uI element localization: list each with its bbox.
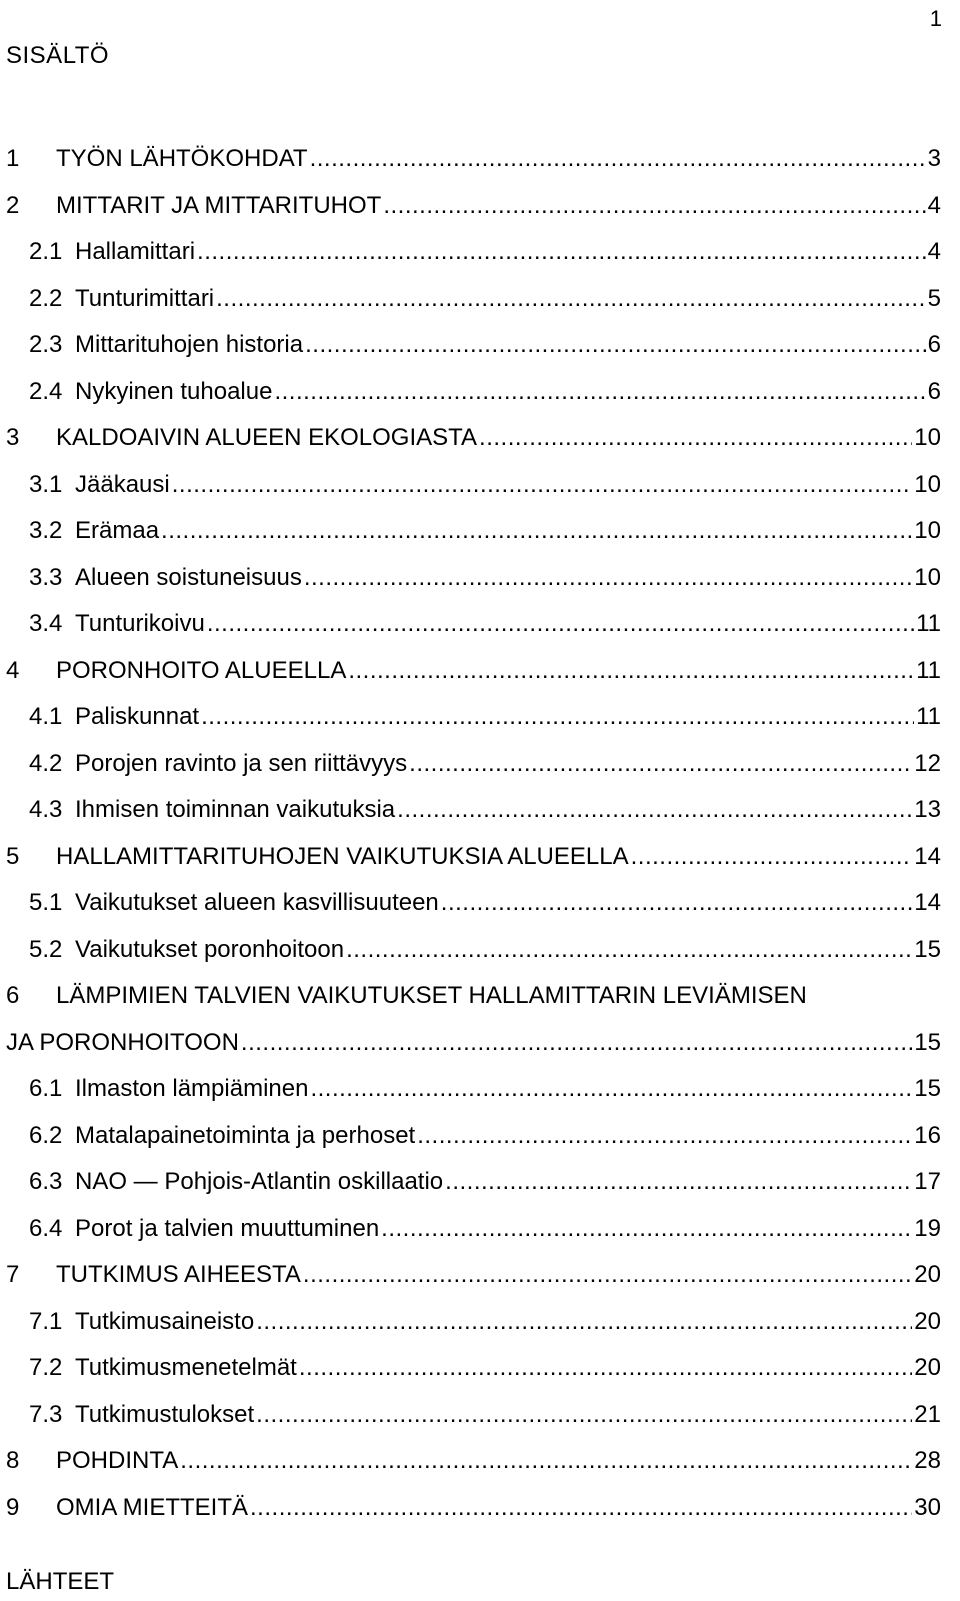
toc-entry-number: 4.3 — [29, 796, 63, 824]
toc-entry-number: 6 — [6, 982, 20, 1010]
dot-leader — [397, 796, 912, 824]
dot-leader — [305, 331, 926, 359]
dot-leader — [299, 1354, 912, 1382]
toc-entry-number: 3.3 — [29, 563, 63, 591]
toc-entry-title: NAO — Pohjois-Atlantin oskillaatio — [75, 1168, 444, 1196]
toc-entry[interactable] — [6, 927, 941, 974]
toc-entry-title: Porot ja talvien muuttuminen — [75, 1214, 380, 1242]
toc-entry-page: 10 — [914, 563, 941, 591]
dot-leader — [197, 238, 926, 266]
toc-entry-page: 3 — [927, 145, 941, 173]
toc-entry-title: Matalapainetoiminta ja perhoset — [75, 1121, 416, 1149]
toc-entry-page: 10 — [914, 424, 941, 452]
toc-entry-title: Hallamittari — [75, 238, 196, 266]
toc-entry[interactable] — [6, 276, 941, 323]
toc-entry-page: 14 — [914, 889, 941, 917]
toc-entry[interactable] — [6, 1345, 941, 1392]
dot-leader — [216, 285, 926, 313]
toc-entry-number: 5.2 — [29, 935, 63, 963]
toc-entry-page: 15 — [914, 1075, 941, 1103]
toc-entry-number: 6.1 — [29, 1075, 63, 1103]
toc-entry-page: 20 — [914, 1307, 941, 1335]
dot-leader — [310, 145, 926, 173]
toc-entry-page: 28 — [914, 1447, 941, 1475]
toc-entry-page: 5 — [927, 284, 941, 312]
dot-leader — [417, 1122, 912, 1150]
toc-entry[interactable] — [6, 1299, 941, 1346]
toc-entry[interactable] — [6, 880, 941, 927]
toc-entry-number: 8 — [6, 1447, 20, 1475]
toc-entry-number: 6.4 — [29, 1214, 63, 1242]
toc-entry-title: Alueen soistuneisuus — [75, 563, 302, 591]
toc-entry-number: 3.1 — [29, 470, 63, 498]
toc-entry-title: TUTKIMUS AIHEESTA — [56, 1261, 301, 1289]
toc-entry[interactable] — [6, 136, 941, 183]
toc-entry-number: 6.2 — [29, 1121, 63, 1149]
dot-leader — [445, 1168, 912, 1196]
toc-entry-title: Tunturikoivu — [75, 610, 205, 638]
toc-entry-title: Tutkimusmenetelmät — [75, 1354, 297, 1382]
toc-entry[interactable] — [6, 462, 941, 509]
toc-entry-page: 12 — [914, 749, 941, 777]
toc-entry-number: 2.3 — [29, 331, 63, 359]
toc-entry-number: 1 — [6, 145, 20, 173]
toc-entry[interactable] — [6, 787, 941, 834]
dot-leader — [172, 471, 913, 499]
dot-leader — [409, 750, 912, 778]
table-of-contents — [6, 136, 941, 1531]
toc-entry-number: 4.2 — [29, 749, 63, 777]
dot-leader — [304, 564, 912, 592]
toc-entry-page: 10 — [914, 470, 941, 498]
toc-entry[interactable] — [6, 694, 941, 741]
toc-entry-page: 11 — [916, 610, 941, 638]
toc-entry-title: POHDINTA — [56, 1447, 179, 1475]
toc-entry-title: Mittarituhojen historia — [75, 331, 304, 359]
toc-entry[interactable] — [6, 555, 941, 602]
references-heading: LÄHTEET — [6, 1568, 115, 1595]
toc-entry-title-continued: JA PORONHOITOON — [6, 1028, 239, 1056]
toc-entry-title: Porojen ravinto ja sen riittävyys — [75, 749, 408, 777]
dot-leader — [250, 1494, 912, 1522]
toc-entry-number: 7.1 — [29, 1307, 63, 1335]
toc-entry-title: KALDOAIVIN ALUEEN EKOLOGIASTA — [56, 424, 478, 452]
toc-entry-page: 6 — [927, 377, 941, 405]
toc-entry-page: 10 — [914, 517, 941, 545]
toc-entry-title: OMIA MIETTEITÄ — [56, 1493, 249, 1521]
toc-entry-page: 13 — [914, 796, 941, 824]
dot-leader — [346, 936, 912, 964]
toc-entry-title: Paliskunnat — [75, 703, 200, 731]
dot-leader — [161, 517, 912, 545]
dot-leader — [256, 1401, 912, 1429]
toc-entry-title: LÄMPIMIEN TALVIEN VAIKUTUKSET HALLAMITTARIN LEVIÄMISEN — [56, 982, 807, 1010]
toc-entry-page: 15 — [914, 935, 941, 963]
toc-entry-number: 3.2 — [29, 517, 63, 545]
dot-leader — [180, 1447, 912, 1475]
toc-entry-line2[interactable] — [6, 1020, 941, 1067]
toc-entry[interactable] — [6, 1206, 941, 1253]
toc-entry-page: 14 — [914, 842, 941, 870]
toc-entry-number: 2 — [6, 191, 20, 219]
dot-leader — [631, 843, 913, 871]
dot-leader — [310, 1075, 912, 1103]
dot-leader — [241, 1029, 912, 1057]
toc-entry-title: HALLAMITTARITUHOJEN VAIKUTUKSIA ALUEELLA — [56, 842, 629, 870]
toc-entry-page: 19 — [914, 1214, 941, 1242]
toc-entry-number: 3.4 — [29, 610, 63, 638]
toc-entry-page: 21 — [914, 1400, 941, 1428]
dot-leader — [381, 1215, 912, 1243]
toc-entry-page: 4 — [927, 191, 941, 219]
toc-entry-number: 5 — [6, 842, 20, 870]
toc-entry[interactable] — [6, 834, 941, 881]
toc-entry-page: 17 — [914, 1168, 941, 1196]
toc-entry-title: Jääkausi — [75, 470, 170, 498]
toc-entry[interactable] — [6, 183, 941, 230]
dot-leader — [256, 1308, 912, 1336]
toc-entry-number: 9 — [6, 1493, 20, 1521]
toc-entry[interactable] — [6, 1066, 941, 1113]
toc-entry[interactable] — [6, 1252, 941, 1299]
dot-leader — [207, 610, 914, 638]
toc-entry-title: Nykyinen tuhoalue — [75, 377, 273, 405]
toc-entry-page: 4 — [927, 238, 941, 266]
toc-entry-page: 20 — [914, 1354, 941, 1382]
toc-entry-number: 5.1 — [29, 889, 63, 917]
toc-entry-number: 3 — [6, 424, 20, 452]
toc-entry-number: 7.2 — [29, 1354, 63, 1382]
toc-entry-page: 30 — [914, 1493, 941, 1521]
toc-entry[interactable] — [6, 741, 941, 788]
toc-entry-page: 11 — [916, 703, 941, 731]
dot-leader — [274, 378, 925, 406]
dot-leader — [348, 657, 914, 685]
toc-entry-line1[interactable] — [6, 973, 941, 1020]
toc-entry-number: 2.4 — [29, 377, 63, 405]
toc-entry-title: Tutkimusaineisto — [75, 1307, 255, 1335]
toc-entry-title: TYÖN LÄHTÖKOHDAT — [56, 145, 308, 173]
toc-entry[interactable] — [6, 1392, 941, 1439]
toc-entry-title: Vaikutukset poronhoitoon — [75, 935, 345, 963]
toc-entry-page: 20 — [914, 1261, 941, 1289]
toc-entry-number: 2.1 — [29, 238, 63, 266]
toc-entry-page: 6 — [927, 331, 941, 359]
toc-entry-title: Ilmaston lämpiäminen — [75, 1075, 309, 1103]
toc-entry-page: 15 — [914, 1028, 941, 1056]
toc-entry-title: Tunturimittari — [75, 284, 215, 312]
toc-entry-page: 11 — [916, 656, 941, 684]
toc-entry[interactable] — [6, 1159, 941, 1206]
toc-entry[interactable] — [6, 508, 941, 555]
dot-leader — [303, 1261, 912, 1289]
toc-entry[interactable] — [6, 1438, 941, 1485]
toc-entry-number: 6.3 — [29, 1168, 63, 1196]
toc-entry-title: MITTARIT JA MITTARITUHOT — [56, 191, 382, 219]
toc-entry[interactable] — [6, 648, 941, 695]
toc-entry-number: 2.2 — [29, 284, 63, 312]
toc-entry-title: Erämaa — [75, 517, 160, 545]
page-number: 1 — [929, 6, 942, 31]
toc-entry-title: Ihmisen toiminnan vaikutuksia — [75, 796, 396, 824]
toc-entry[interactable] — [6, 322, 941, 369]
toc-entry-page: 16 — [914, 1121, 941, 1149]
toc-entry[interactable] — [6, 369, 941, 416]
toc-entry[interactable] — [6, 229, 941, 276]
dot-leader — [479, 424, 912, 452]
toc-entry-number: 7.3 — [29, 1400, 63, 1428]
toc-entry-title: Vaikutukset alueen kasvillisuuteen — [75, 889, 439, 917]
toc-heading: SISÄLTÖ — [6, 42, 110, 69]
toc-entry-title: PORONHOITO ALUEELLA — [56, 656, 347, 684]
toc-entry-number: 4 — [6, 656, 20, 684]
toc-entry[interactable] — [6, 1485, 941, 1532]
dot-leader — [383, 192, 925, 220]
dot-leader — [201, 703, 914, 731]
toc-entry[interactable] — [6, 1113, 941, 1160]
toc-entry-number: 4.1 — [29, 703, 63, 731]
dot-leader — [441, 889, 913, 917]
toc-entry[interactable] — [6, 415, 941, 462]
toc-entry-number: 7 — [6, 1261, 20, 1289]
toc-entry-title: Tutkimustulokset — [75, 1400, 255, 1428]
toc-entry[interactable] — [6, 601, 941, 648]
